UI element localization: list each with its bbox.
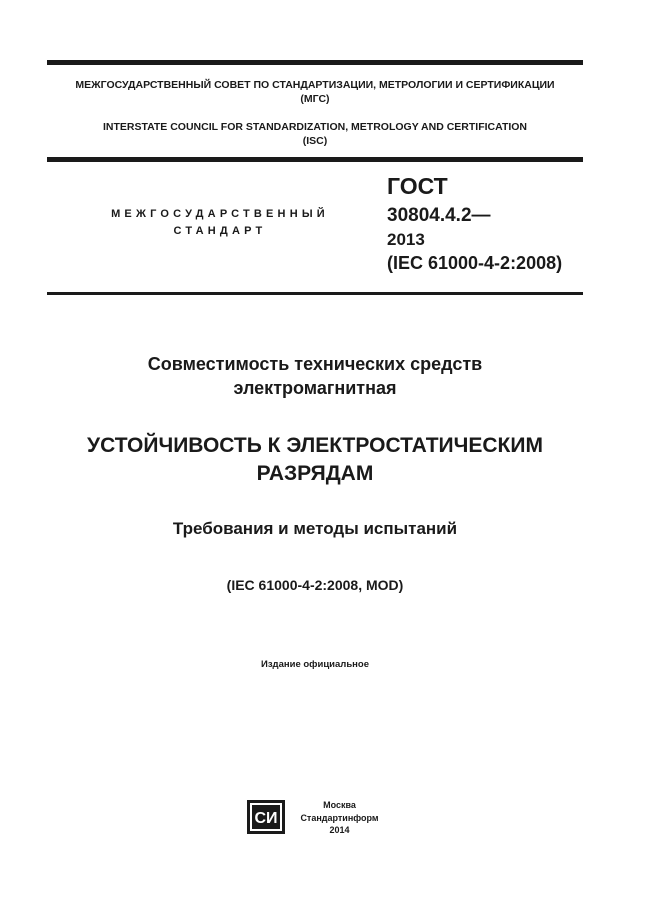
iec-reference-text: (IEC 61000-4-2:2008, MOD) bbox=[226, 577, 404, 593]
council-name-ru-line1: МЕЖГОСУДАРСТВЕННЫЙ СОВЕТ ПО СТАНДАРТИЗАЦИИ, МЕТРОЛОГИИ И СЕРТИФИКАЦИИ bbox=[75, 79, 555, 91]
council-name-en-line1: INTERSTATE COUNCIL FOR STANDARDIZATION, METROLOGY AND CERTIFICATION bbox=[102, 121, 528, 133]
general-title-line2: электромагнитная bbox=[233, 378, 397, 398]
standard-year: 2013 bbox=[387, 230, 425, 249]
svg-text:СИ: СИ bbox=[254, 810, 278, 827]
main-title bbox=[0, 432, 630, 488]
publisher-year: 2014 bbox=[329, 825, 350, 835]
main-title-line1: УСТОЙЧИВОСТЬ К ЭЛЕКТРОСТАТИЧЕСКИМ bbox=[87, 434, 543, 457]
council-name-en bbox=[47, 120, 583, 148]
publisher-city: Москва bbox=[323, 800, 356, 810]
main-title-line2: РАЗРЯДАМ bbox=[256, 462, 374, 485]
standartinform-logo-icon bbox=[247, 800, 285, 834]
middle-rule bbox=[47, 157, 583, 162]
standard-number: 30804.4.2— bbox=[387, 205, 491, 226]
gost-word: ГОСТ bbox=[387, 173, 448, 199]
general-title-line1: Совместимость технических средств bbox=[147, 354, 483, 374]
council-name-ru bbox=[47, 78, 583, 106]
standard-designation bbox=[387, 172, 562, 275]
council-abbrev-en: (ISC) bbox=[302, 135, 328, 147]
sub-title-text: Требования и методы испытаний bbox=[172, 519, 458, 538]
edition-label: Издание официальное bbox=[261, 659, 369, 670]
iec-reference bbox=[0, 576, 630, 594]
council-abbrev-ru: (МГС) bbox=[300, 93, 330, 105]
sub-title bbox=[0, 518, 630, 540]
publisher-imprint bbox=[292, 799, 387, 837]
bottom-rule bbox=[47, 292, 583, 295]
standard-type-line1: МЕЖГОСУДАРСТВЕННЫЙ bbox=[111, 208, 329, 220]
iec-designation: (IEC 61000-4-2:2008) bbox=[387, 253, 563, 273]
publisher-name: Стандартинформ bbox=[300, 812, 379, 823]
general-title bbox=[0, 352, 630, 400]
standard-type-label bbox=[95, 206, 345, 240]
standard-type-line2: СТАНДАРТ bbox=[173, 225, 267, 237]
top-rule bbox=[47, 60, 583, 65]
